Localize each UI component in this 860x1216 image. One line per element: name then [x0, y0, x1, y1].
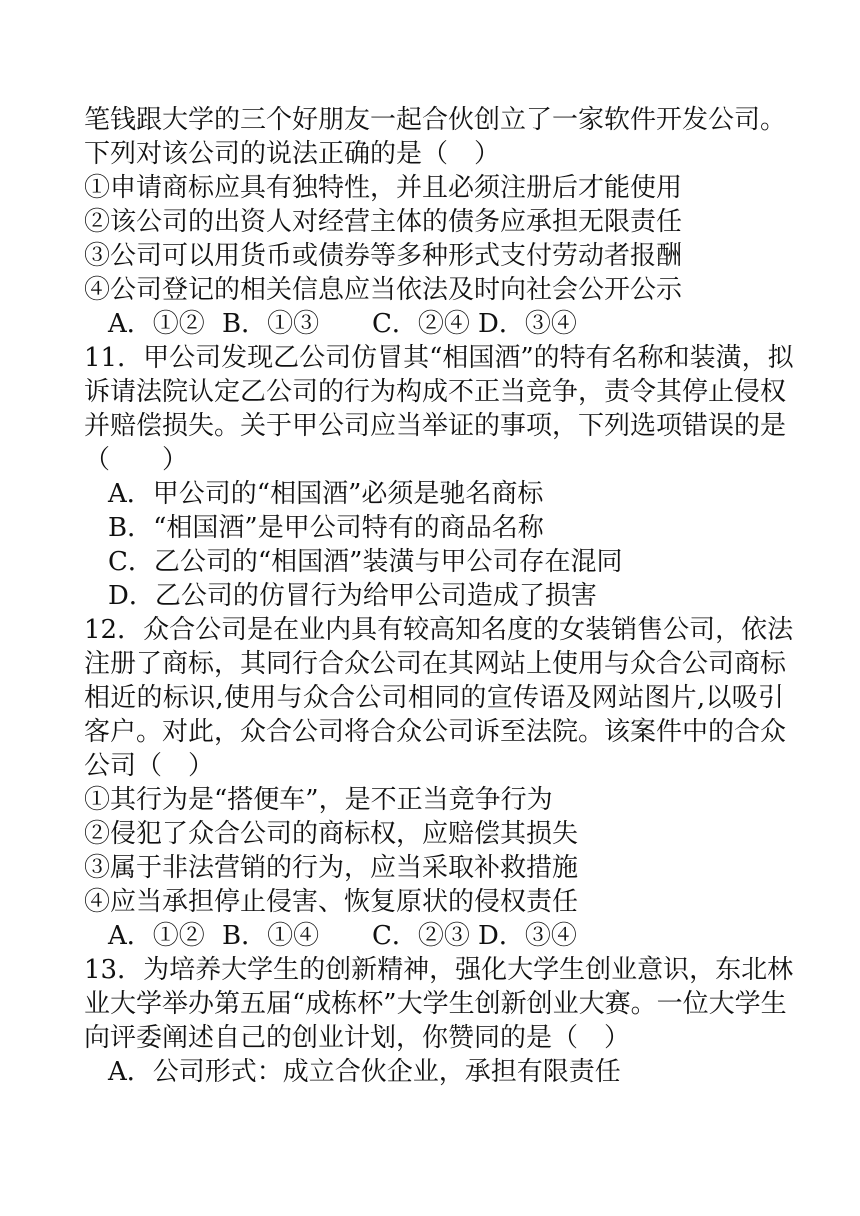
q10-statement-3: ③公司可以用货币或债券等多种形式支付劳动者报酬	[84, 241, 683, 271]
q11-option-c: C．乙公司的“相国酒”装潢与甲公司存在混同	[108, 547, 623, 577]
q12-stem-line-3: 相近的标识,使用与众合公司相同的宣传语及网站图片,以吸引	[84, 683, 784, 713]
q10-option-c: C．②④	[372, 309, 470, 339]
q12-statement-4: ④应当承担停止侵害、恢复原状的侵权责任	[84, 887, 579, 917]
q12-statement-2: ②侵犯了众合公司的商标权，应赔偿其损失	[84, 819, 579, 849]
q11-stem-line-3: 并赔偿损失。关于甲公司应当举证的事项，下列选项错误的是	[84, 411, 787, 441]
q11-stem-line-1: 11．甲公司发现乙公司仿冒其“相国酒”的特有名称和装潢，拟	[84, 343, 794, 373]
q12-statement-3: ③属于非法营销的行为，应当采取补救措施	[84, 853, 579, 883]
q12-stem-line-4: 客户。对此，众合公司将合众公司诉至法院。该案件中的合众	[84, 717, 787, 747]
document-body	[84, 103, 794, 1089]
q10-option-a: A．①②	[108, 309, 205, 339]
q12-option-d: D．③④	[478, 921, 577, 951]
q13-stem-line-2: 业大学举办第五届“成栋杯”大学生创新创业大赛。一位大学生	[84, 989, 787, 1019]
q10-stem-line-2: 下列对该公司的说法正确的是（ ）	[84, 139, 501, 169]
q11-option-d: D．乙公司的仿冒行为给甲公司造成了损害	[108, 581, 597, 611]
q10-stem-line-1: 笔钱跟大学的三个好朋友一起合伙创立了一家软件开发公司。	[84, 105, 787, 135]
q10-options	[84, 307, 784, 341]
q12-options	[84, 919, 784, 953]
q13-stem-line-3: 向评委阐述自己的创业计划，你赞同的是（ ）	[84, 1023, 631, 1053]
q12-statement-1: ①其行为是“搭便车”，是不正当竞争行为	[84, 785, 553, 815]
q12-option-a: A．①②	[108, 921, 205, 951]
q10-option-d: D．③④	[478, 309, 577, 339]
q10-statement-1: ①申请商标应具有独特性，并且必须注册后才能使用	[84, 173, 683, 203]
q13-stem-line-1: 13．为培养大学生的创新精神，强化大学生创业意识，东北林	[84, 955, 794, 985]
q10-statement-2: ②该公司的出资人对经营主体的债务应承担无限责任	[84, 207, 683, 237]
q12-option-c: C．②③	[372, 921, 470, 951]
q12-stem-line-2: 注册了商标，其同行合众公司在其网站上使用与众合公司商标	[84, 649, 787, 679]
q12-stem-line-1: 12．众合公司是在业内具有较高知名度的女装销售公司，依法	[84, 615, 794, 645]
q10-option-b: B．①③	[222, 309, 320, 339]
q11-stem-line-4: （ ）	[84, 445, 189, 475]
q12-option-b: B．①④	[222, 921, 320, 951]
q10-statement-4: ④公司登记的相关信息应当依法及时向社会公开公示	[84, 275, 683, 305]
q11-stem-line-2: 诉请法院认定乙公司的行为构成不正当竞争，责令其停止侵权	[84, 377, 787, 407]
q11-option-a: A．甲公司的“相国酒”必须是驰名商标	[108, 479, 544, 509]
q12-stem-line-5: 公司（ ）	[84, 751, 215, 781]
q13-option-a: A．公司形式：成立合伙企业，承担有限责任	[108, 1057, 621, 1087]
q11-option-b: B．“相国酒”是甲公司特有的商品名称	[108, 513, 544, 543]
